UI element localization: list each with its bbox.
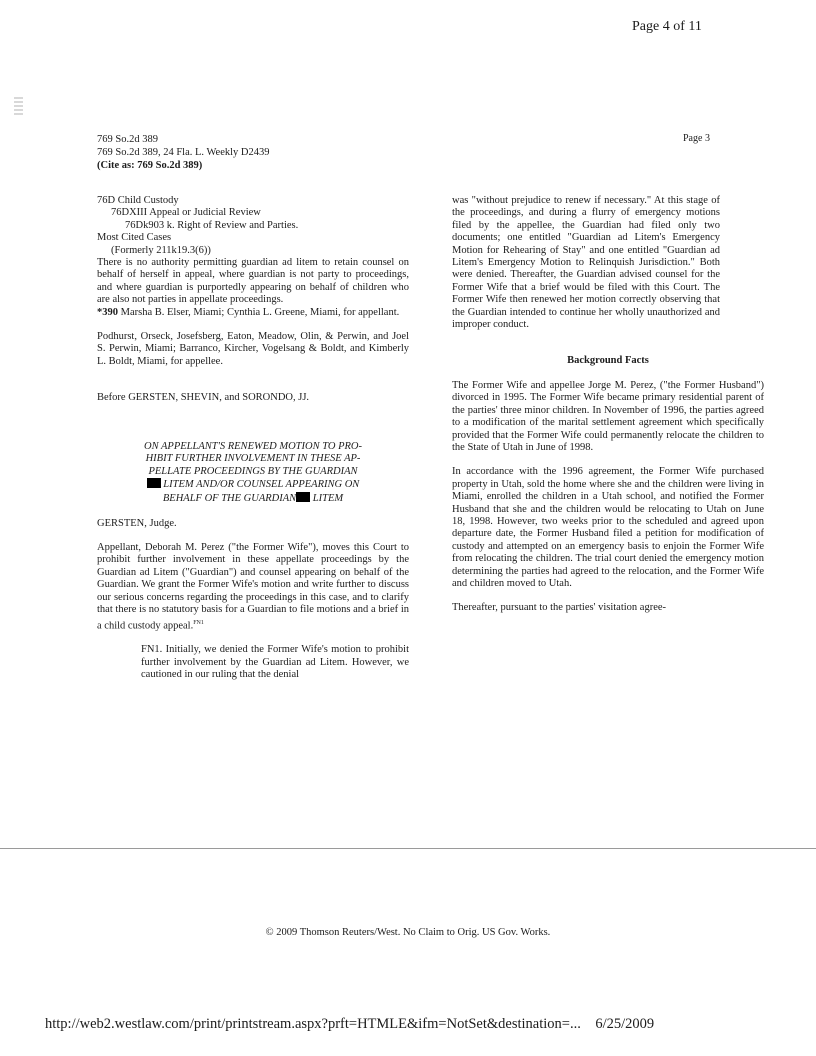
appellee-counsel: Podhurst, Orseck, Josefsberg, Eaton, Meadow, Olin, & Perwin, and Joel S. Perwin, Miami; Barranco, Kircher, Vogelsang & Boldt, and Kimberly L. Boldt, Miami, for appellee. (97, 331, 409, 367)
citation-header (97, 133, 270, 172)
opinion-text: Appellant, Deborah M. Perez ("the Former Wife"), moves this Court to prohibit further involvement in these appellate proceedings by the Guardian ad Litem ("Guardian") and counsel appearing on behalf of the Guardian. We grant the Former Wife's motion and write further to discuss our serious concerns regarding the proceedings in this case, and to clarify that there is no statutory basis for a Guardian to file motions and a brief in a child custody appeal. (97, 542, 409, 631)
print-date: 6/25/2009 (595, 1016, 655, 1032)
most-cited-cases-link[interactable]: Most Cited Cases (97, 232, 172, 244)
motion-caption (97, 441, 409, 506)
key-number-subtopic: 76DXIII Appeal or Judicial Review (111, 207, 261, 219)
background-paragraph-1: The Former Wife and appellee Jorge M. Perez, ("the Former Husband") divorced in 1995. The Former Wife became primary residential parent of the parties' three minor children. In November of 1996, the parties agreed to a modification of the marital settlement agreement which specifically provided that the Former Wife could permanently relocate the children to the State of Utah in June of 1998. (452, 379, 764, 453)
redaction-mark (147, 478, 161, 488)
appellant-counsel (97, 307, 409, 319)
right-column (452, 195, 764, 615)
panel-line: Before GERSTEN, SHEVIN, and SORONDO, JJ. (97, 392, 310, 404)
star-page: *390 (97, 306, 118, 318)
caption-line-2: HIBIT FURTHER INVOLVEMENT IN THESE AP- (145, 453, 361, 465)
caption-line-5-end: LITEM (312, 493, 344, 505)
caption-line-4-text: LITEM AND/OR COUNSEL APPEARING ON (163, 479, 360, 491)
scan-artifact (14, 97, 23, 115)
footnote-text: FN1. Initially, we denied the Former Wife's motion to prohibit further involvement by the Guardian ad Litem. However, we cautioned in our ruling that the denial (141, 644, 409, 681)
opinion-paragraph (97, 542, 409, 632)
redaction-mark (296, 492, 310, 502)
document-page-number: Page 3 (683, 133, 710, 144)
print-url: http://web2.westlaw.com/print/printstream.aspx?prft=HTMLE&ifm=NotSet&destination=... (45, 1016, 581, 1032)
cite-as-line: (Cite as: 769 So.2d 389) (97, 160, 203, 171)
key-number-topic: 76D Child Custody (97, 195, 179, 206)
copyright-notice: © 2009 Thomson Reuters/West. No Claim to Orig. US Gov. Works. (265, 927, 551, 938)
page-divider (0, 848, 816, 849)
footnote-ref-link[interactable]: FN1 (193, 619, 204, 626)
background-paragraph-3: Thereafter, pursuant to the parties' visitation agree- (452, 602, 667, 614)
caption-line-5 (97, 492, 409, 506)
headnote-text: There is no authority permitting guardian ad litem to retain counsel on behalf of herself in appeal, where guardian is not party to proceedings, and where guardian is purportedly appearing on behalf of children who are also not parties in appellate proceedings. (97, 257, 409, 306)
print-url-footer (45, 1016, 654, 1033)
citation-line-2: 769 So.2d 389, 24 Fla. L. Weekly D2439 (97, 147, 270, 158)
page-number-top: Page 4 of 11 (632, 19, 702, 34)
background-paragraph-2: In accordance with the 1996 agreement, the Former Wife purchased property in Utah, sold the home where she and the children were living in Miami, enrolled the children in a Utah school, and notified the Former Husband that she and the children would be relocating to Utah on June 18, 1998. However, two weeks prior to the scheduled and agreed upon departure date, the Former Husband filed a petition for modification of custody and attempted on an emergency basis to enjoin the Former Wife from relocating the children. The trial court denied the emergency motion determining the parties had agreed to the relocation, and the Former Wife and children moved to Utah. (452, 466, 764, 589)
section-heading: Background Facts (567, 355, 649, 367)
caption-line-4 (97, 478, 409, 492)
footnote-continuation: was "without prejudice to renew if necessary." At this stage of the proceedings, and during a flurry of emergency motions filed by the appellee, the Guardian had filed only two documents; one entitled "Guardian ad Litem's Emergency Motion for Rehearing of Stay" and one entitled "Guardian ad Litem's Emergency Motion to Relinquish Jurisdiction." Both were denied. Thereafter, the Guardian advised counsel for the Former Wife that a brief would be filed with this Court. The Former Wife then renewed her motion correctly observing that the Guardian intended to continue her wholly unauthorized and improper conduct. (452, 195, 720, 331)
judge-name: GERSTEN, Judge. (97, 517, 177, 529)
caption-line-5-start: BEHALF OF THE GUARDIAN (162, 493, 297, 505)
appellant-counsel-text: Marsha B. Elser, Miami; Cynthia L. Greene, Miami, for appellant. (118, 306, 400, 318)
formerly-key-number: (Formerly 211k19.3(6)) (111, 244, 211, 256)
citation-line-1: 769 So.2d 389 (97, 134, 158, 145)
caption-line-1: ON APPELLANT'S RENEWED MOTION TO PRO- (144, 440, 362, 452)
key-number-line: 76Dk903 k. Right of Review and Parties. (125, 219, 299, 231)
left-column (97, 195, 409, 682)
caption-line-3: PELLATE PROCEEDINGS BY THE GUARDIAN (148, 465, 358, 477)
